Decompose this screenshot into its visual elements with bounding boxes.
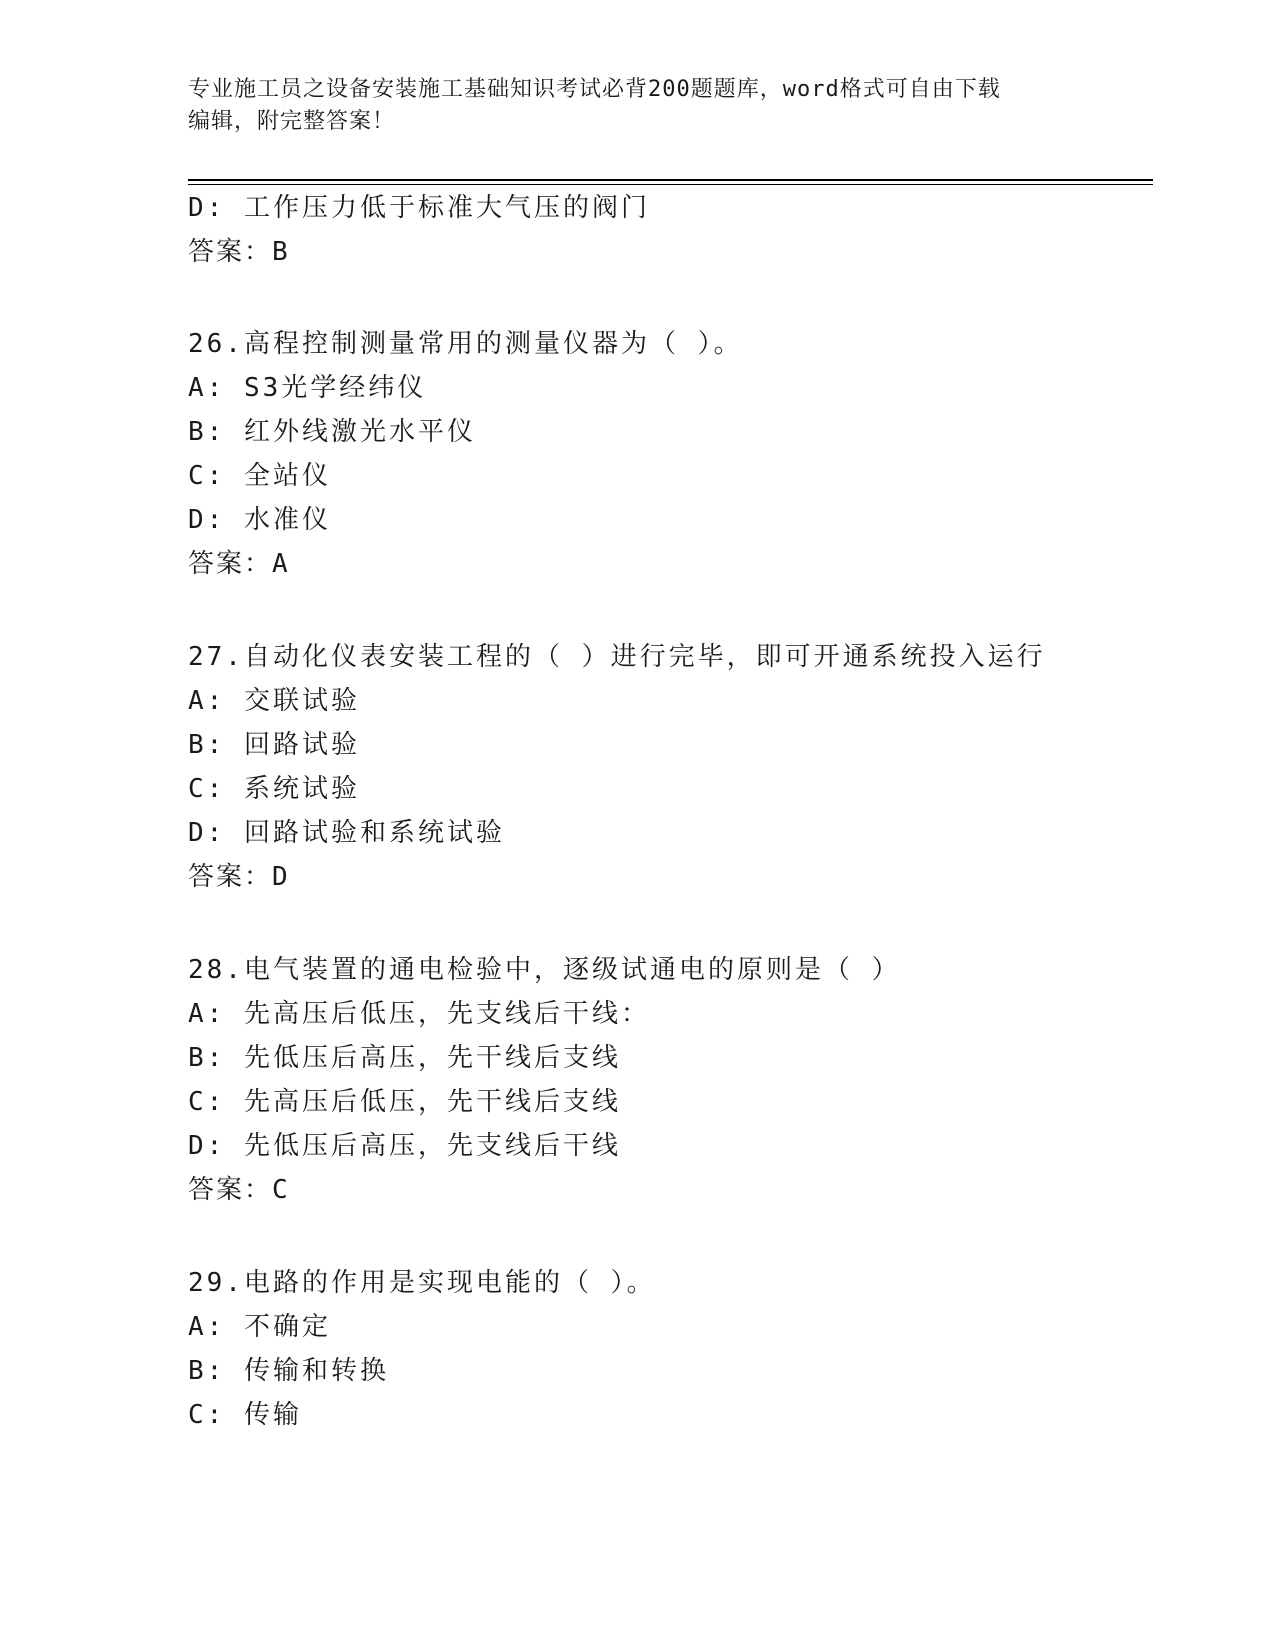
question-26-option-a: A: S3光学经纬仪: [188, 373, 427, 403]
question-28-answer: 答案：C: [188, 1175, 290, 1205]
question-27-answer: 答案：D: [188, 862, 290, 892]
header-divider: [188, 179, 1153, 185]
question-29-option-a: A: 不确定: [188, 1312, 331, 1342]
prev-answer: 答案：B: [188, 237, 290, 267]
question-26-option-c: C: 全站仪: [188, 461, 331, 491]
question-29-option-b: B: 传输和转换: [188, 1356, 389, 1386]
question-26-option-d: D: 水准仪: [188, 505, 331, 535]
question-26-answer: 答案：A: [188, 549, 290, 579]
question-28-option-c: C: 先高压后低压，先干线后支线: [188, 1087, 621, 1117]
prev-option-d: D: 工作压力低于标准大气压的阀门: [188, 193, 650, 223]
question-26-option-b: B: 红外线激光水平仪: [188, 417, 476, 447]
question-27-option-c: C: 系统试验: [188, 774, 360, 804]
document-header: [188, 74, 1068, 138]
question-28-option-d: D: 先低压后高压，先支线后干线: [188, 1131, 621, 1161]
question-27-option-a: A: 交联试验: [188, 686, 360, 716]
question-29-option-c: C: 传输: [188, 1400, 302, 1430]
question-27-option-d: D: 回路试验和系统试验: [188, 818, 505, 848]
header-line-1: 专业施工员之设备安装施工基础知识考试必背200题题库，word格式可自由下载: [188, 77, 1001, 102]
question-26-stem: 26.高程控制测量常用的测量仪器为（ ）。: [188, 329, 743, 359]
question-27-option-b: B: 回路试验: [188, 730, 360, 760]
question-28-option-a: A: 先高压后低压，先支线后干线：: [188, 999, 650, 1029]
question-28-stem: 28.电气装置的通电检验中，逐级试通电的原则是（ ）: [188, 955, 901, 985]
question-28-option-b: B: 先低压后高压，先干线后支线: [188, 1043, 621, 1073]
question-29-stem: 29.电路的作用是实现电能的（ ）。: [188, 1268, 656, 1298]
question-27-stem: 27.自动化仪表安装工程的（ ）进行完毕，即可开通系统投入运行: [188, 642, 1046, 672]
header-line-2: 编辑，附完整答案！: [188, 109, 396, 134]
